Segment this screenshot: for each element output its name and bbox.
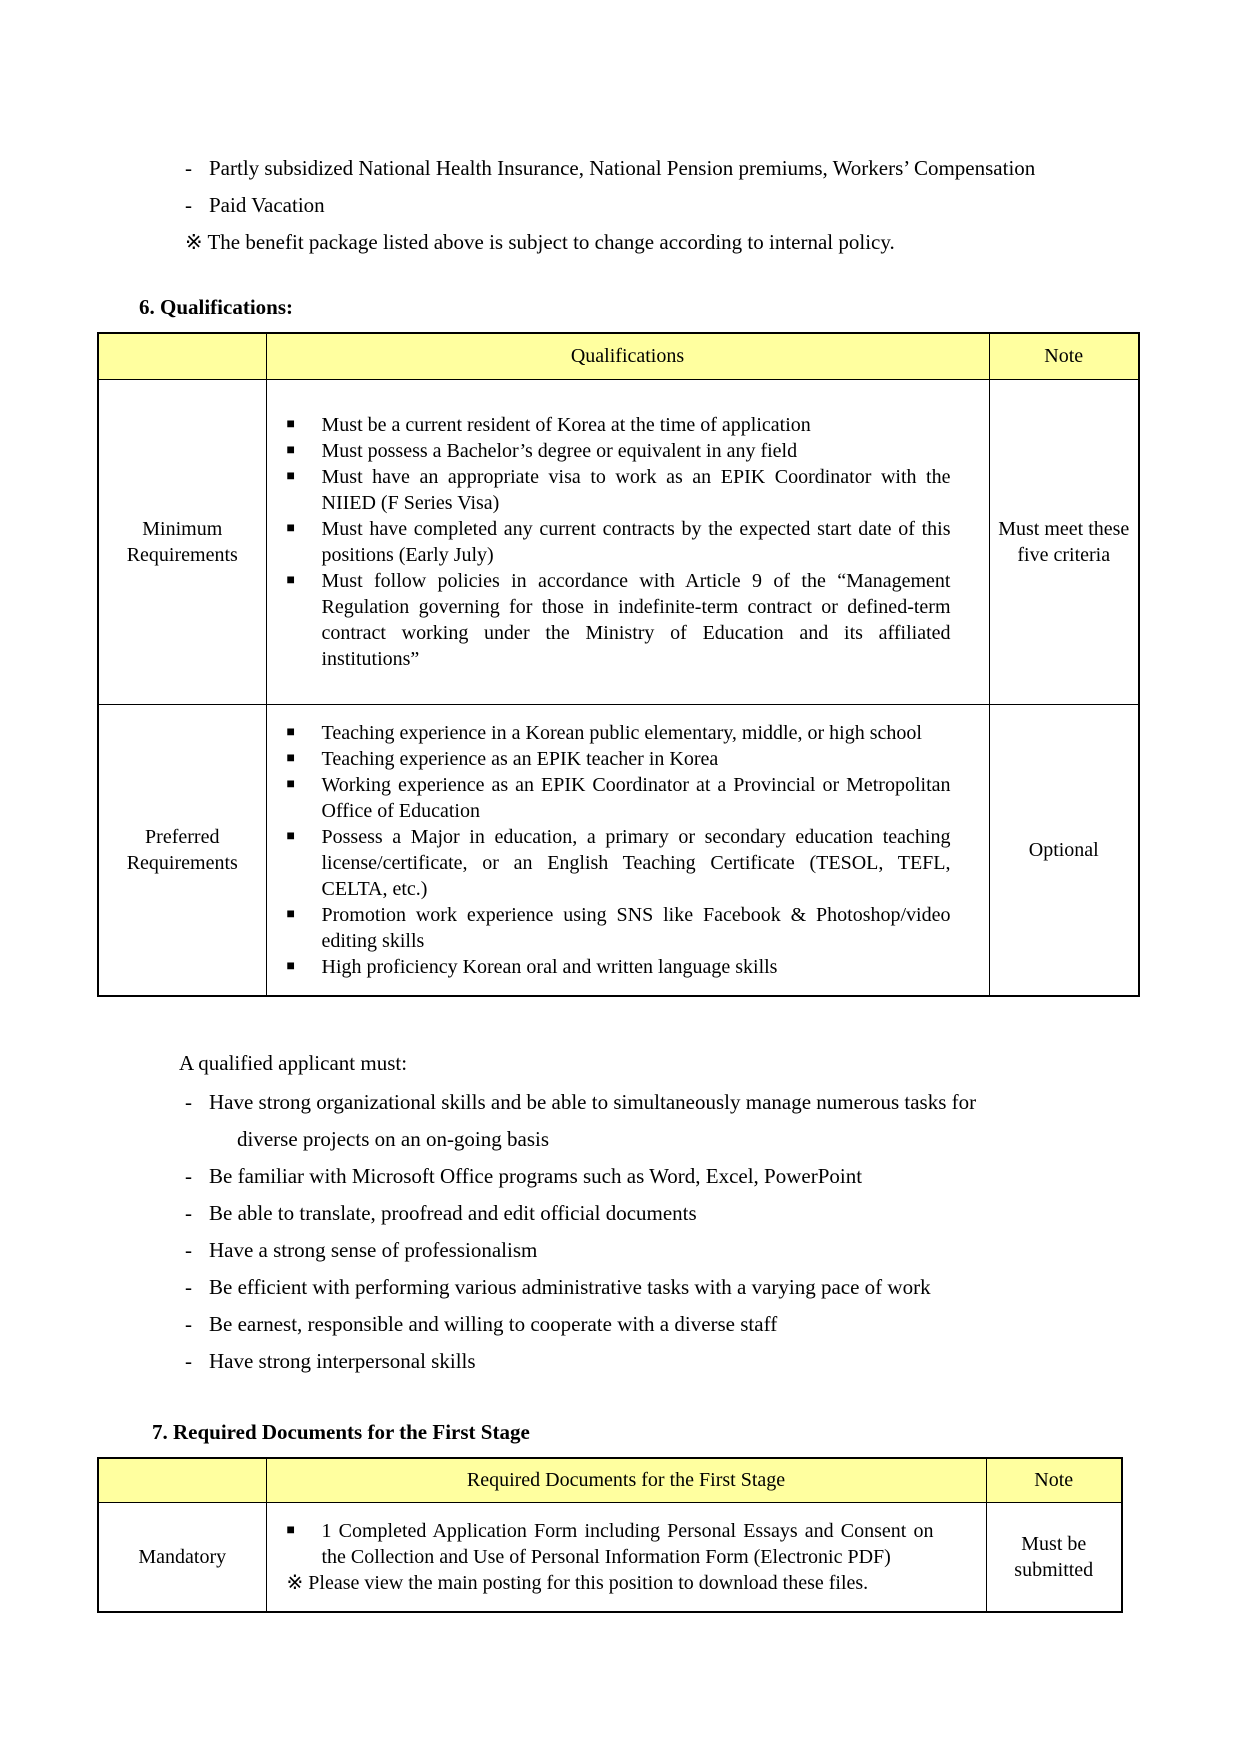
header-documents-cell: Required Documents for the First Stage	[266, 1458, 986, 1502]
dash-marker: -	[185, 1312, 192, 1336]
row-note: Optional	[989, 704, 1139, 996]
row-label: Mandatory	[98, 1502, 266, 1612]
table-row-minimum-requirements	[98, 379, 1139, 704]
applicant-text: Be earnest, responsible and willing to cooperate with a diverse staff	[209, 1312, 778, 1336]
applicant-intro: A qualified applicant must:	[179, 1051, 408, 1075]
list-item	[185, 1343, 1095, 1380]
list-item: ■ Must be a current resident of Korea at the time of application	[267, 412, 951, 438]
applicant-text: Be efficient with performing various administrative tasks with a varying pace of work	[209, 1275, 931, 1299]
list-item: ■ Must have completed any current contracts by the expected start date of this positions (Early July)	[267, 516, 951, 568]
row-note: Must be submitted	[986, 1502, 1122, 1612]
minimum-requirements-list	[267, 412, 951, 672]
mandatory-documents-list	[267, 1518, 934, 1570]
list-item: ■ Teaching experience in a Korean public elementary, middle, or high school	[267, 720, 951, 746]
list-item	[185, 1195, 1095, 1232]
header-qualifications-cell: Qualifications	[266, 333, 989, 379]
dash-marker: -	[185, 1201, 192, 1225]
list-item	[185, 1084, 1095, 1158]
row-note: Must meet these five criteria	[989, 379, 1139, 704]
table-header-row	[98, 1458, 1122, 1502]
dash-marker: -	[185, 1164, 192, 1188]
section-heading-required-documents: 7. Required Documents for the First Stage	[152, 1420, 530, 1444]
applicant-text-continuation: diverse projects on an on-going basis	[237, 1127, 550, 1151]
list-item: ■ Teaching experience as an EPIK teacher in Korea	[267, 746, 951, 772]
list-item: ■ Promotion work experience using SNS like Facebook & Photoshop/video editing skills	[267, 902, 951, 954]
benefit-text: Paid Vacation	[209, 193, 325, 217]
preferred-requirements-list	[267, 720, 951, 980]
dash-marker: -	[185, 156, 192, 180]
benefit-text: Partly subsidized National Health Insurance, National Pension premiums, Workers’ Compensation	[209, 156, 1036, 180]
applicant-text: Have a strong sense of professionalism	[209, 1238, 538, 1262]
dash-marker: -	[185, 1275, 192, 1299]
required-documents-table	[97, 1457, 1123, 1613]
list-item: ■ Must have an appropriate visa to work as an EPIK Coordinator with the NIIED (F Series Visa)	[267, 464, 951, 516]
applicant-text: Be able to translate, proofread and edit official documents	[209, 1201, 697, 1225]
header-note-cell: Note	[986, 1458, 1122, 1502]
list-item: ■ Possess a Major in education, a primary or secondary education teaching license/certificate, or an English Teaching Certificate (TESOL, TEFL, CELTA, etc.)	[267, 824, 951, 902]
list-item: ■ 1 Completed Application Form including Personal Essays and Consent on the Collection and Use of Personal Information Form (Electronic PDF)	[267, 1518, 934, 1570]
list-item: ■ High proficiency Korean oral and written language skills	[267, 954, 951, 980]
list-item: ■ Must follow policies in accordance with Article 9 of the “Management Regulation governing for those in indefinite-term contract or defined-term contract working under the Ministry of Education and its affiliated institutions”	[267, 568, 951, 672]
dash-marker: -	[185, 1238, 192, 1262]
mandatory-footnote: ※ Please view the main posting for this position to download these files.	[286, 1571, 869, 1594]
dash-marker: -	[185, 193, 192, 217]
dash-marker: -	[185, 1349, 192, 1373]
row-label: Minimum Requirements	[98, 379, 266, 704]
applicant-text: Have strong interpersonal skills	[209, 1349, 476, 1373]
table-row-preferred-requirements	[98, 704, 1139, 996]
list-item: ■ Must possess a Bachelor’s degree or equivalent in any field	[267, 438, 951, 464]
list-item	[185, 150, 1141, 187]
benefits-policy-note: ※ The benefit package listed above is subject to change according to internal policy.	[185, 230, 895, 254]
benefits-list	[185, 150, 1141, 261]
table-header-row	[98, 333, 1139, 379]
qualifications-table	[97, 332, 1140, 997]
header-empty-cell	[98, 1458, 266, 1502]
header-note-cell: Note	[989, 333, 1139, 379]
list-item	[185, 187, 1141, 224]
applicant-list	[185, 1084, 1095, 1380]
applicant-text: Be familiar with Microsoft Office programs such as Word, Excel, PowerPoint	[209, 1164, 863, 1188]
applicant-text: Have strong organizational skills and be able to simultaneously manage numerous tasks for	[209, 1090, 977, 1114]
table-row-mandatory	[98, 1502, 1122, 1612]
list-item	[185, 1232, 1095, 1269]
section-heading-qualifications: 6. Qualifications:	[139, 295, 294, 319]
list-item	[185, 1158, 1095, 1195]
header-empty-cell	[98, 333, 266, 379]
list-item: ■ Working experience as an EPIK Coordinator at a Provincial or Metropolitan Office of Education	[267, 772, 951, 824]
dash-marker: -	[185, 1090, 192, 1114]
list-item	[185, 1269, 1095, 1306]
row-label: Preferred Requirements	[98, 704, 266, 996]
list-item	[185, 1306, 1095, 1343]
